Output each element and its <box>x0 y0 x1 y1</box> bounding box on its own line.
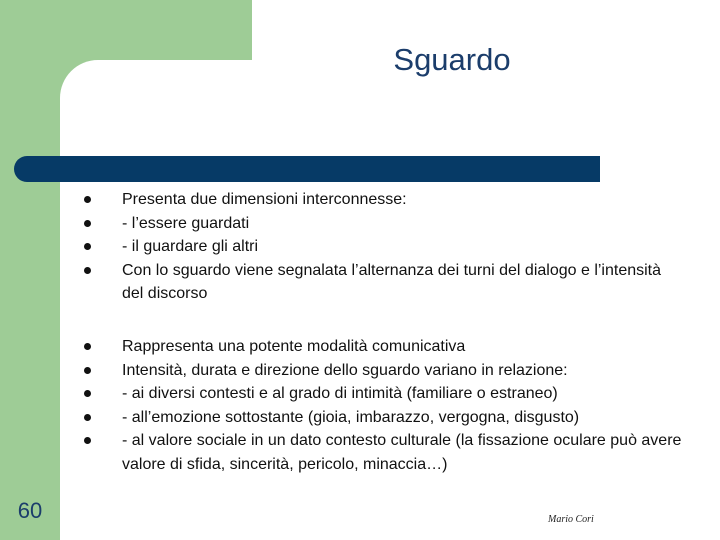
list-item-text: - il guardare gli altri <box>122 238 259 255</box>
bullet-dot-icon <box>84 414 91 421</box>
list-item-text: Presenta due dimensioni interconnesse: <box>122 191 407 208</box>
bullet-dot-icon <box>84 196 91 203</box>
title-divider-bar <box>14 156 600 182</box>
list-item-text: - all’emozione sottostante (gioia, imbarazzo, vergogna, disgusto) <box>122 408 580 426</box>
bullet-list-2 <box>0 335 682 476</box>
page-number: 60 <box>17 498 43 523</box>
list-item-text: Rappresenta una potente modalità comunicativa <box>122 338 466 355</box>
list-item <box>0 259 682 306</box>
list-item <box>0 188 682 212</box>
bullet-dot-icon <box>84 267 91 274</box>
author-signature: Mario Cori <box>548 514 594 525</box>
bullet-dot-icon <box>84 243 91 250</box>
list-item-text: Intensità, durata e direzione dello sguardo variano in relazione: <box>122 361 568 379</box>
list-item <box>0 235 682 259</box>
bullet-dot-icon <box>84 343 91 350</box>
slide-title: Sguardo <box>393 42 511 77</box>
bullet-dot-icon <box>84 390 91 397</box>
list-item <box>0 382 682 406</box>
list-item <box>0 429 682 476</box>
list-item-text: - ai diversi contesti e al grado di intimità (familiare o estraneo) <box>122 385 558 402</box>
list-item-text: Con lo sguardo viene segnalata l’alternanza dei turni del dialogo e l’intensità del discorso <box>122 261 662 302</box>
list-item <box>0 359 682 383</box>
list-item-text: - al valore sociale in un dato contesto culturale (la fissazione oculare può avere valore di sfida, sincerità, pericolo, minaccia…) <box>122 432 682 473</box>
list-item-text: - l’essere guardati <box>122 214 250 232</box>
bullet-dot-icon <box>84 437 91 444</box>
list-item <box>0 212 682 236</box>
list-item <box>0 335 682 359</box>
bullet-list-1 <box>0 188 682 306</box>
bullet-dot-icon <box>84 220 91 227</box>
list-item <box>0 406 682 430</box>
bullet-dot-icon <box>84 367 91 374</box>
